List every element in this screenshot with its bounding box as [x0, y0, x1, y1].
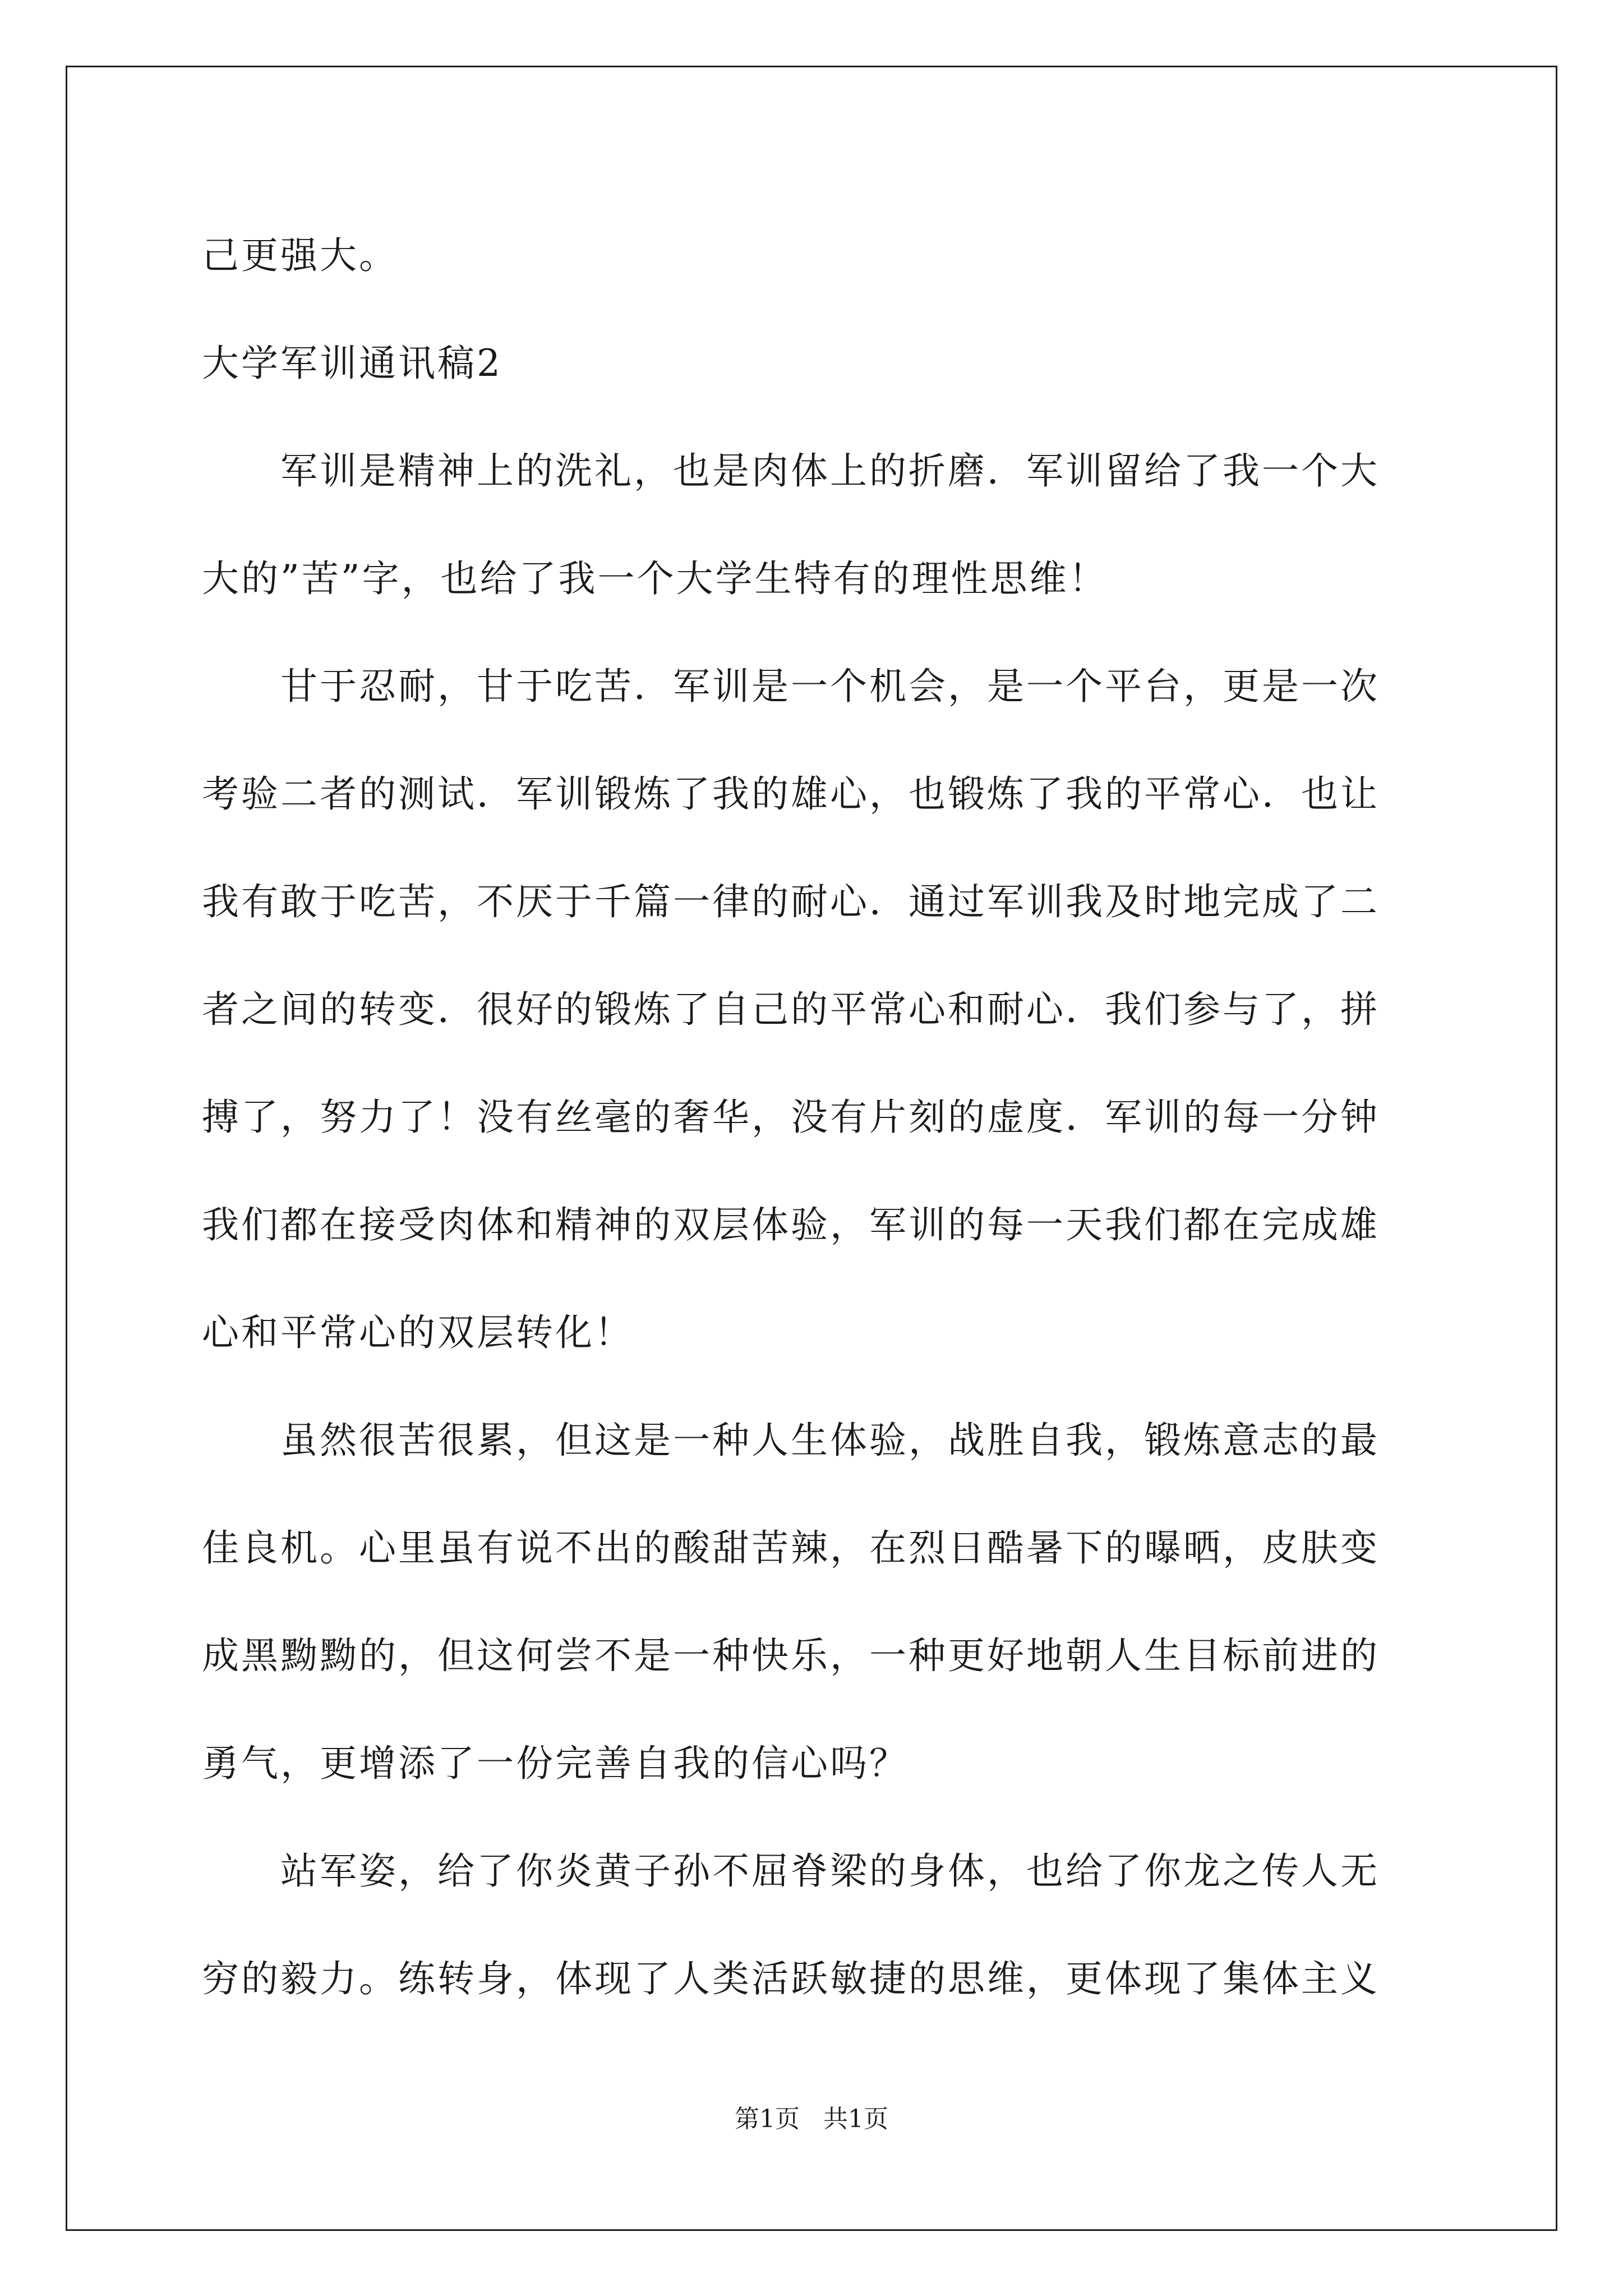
section-title: 大学军训通讯稿2: [202, 342, 502, 385]
paragraph-line: 站军姿，给了你炎黄子孙不屈脊梁的身体，也给了你龙之传人无: [280, 1849, 1380, 1893]
paragraph-line: 甘于忍耐，甘于吃苦．军训是一个机会，是一个平台，更是一次: [280, 665, 1380, 708]
page-number: 第1页: [735, 2105, 800, 2133]
paragraph-line: 佳良机。心里虽有说不出的酸甜苦辣，在烈日酷暑下的曝晒，皮肤变: [202, 1526, 1380, 1570]
page-total: 共1页: [823, 2105, 888, 2133]
paragraph-line: 成黑黝黝的，但这何尝不是一种快乐，一种更好地朝人生目标前进的: [202, 1634, 1380, 1677]
paragraph-line: 搏了，努力了！没有丝毫的奢华，没有片刻的虚度．军训的每一分钟: [202, 1096, 1380, 1139]
paragraph-line: 考验二者的测试．军训锻炼了我的雄心，也锻炼了我的平常心．也让: [202, 772, 1380, 816]
paragraph-line: 勇气，更增添了一份完善自我的信心吗？: [202, 1742, 909, 1785]
paragraph-line: 我有敢于吃苦，不厌于千篇一律的耐心．通过军训我及时地完成了二: [202, 880, 1380, 923]
page-footer: [0, 2102, 1623, 2136]
paragraph-line: 虽然很苦很累，但这是一种人生体验，战胜自我，锻炼意志的最: [280, 1419, 1380, 1462]
paragraph-line: 心和平常心的双层转化！: [202, 1311, 634, 1354]
paragraph-line: 我们都在接受肉体和精神的双层体验，军训的每一天我们都在完成雄: [202, 1203, 1380, 1246]
document-body: [202, 202, 1431, 2033]
paragraph-line: 者之间的转变．很好的锻炼了自己的平常心和耐心．我们参与了，拼: [202, 988, 1380, 1031]
paragraph-line: 军训是精神上的洗礼，也是肉体上的折磨．军训留给了我一个大: [280, 449, 1380, 493]
paragraph-line: 穷的毅力。练转身，体现了人类活跃敏捷的思维，更体现了集体主义: [202, 1957, 1380, 2000]
paragraph-line: 大的”苦”字，也给了我一个大学生特有的理性思维！: [202, 557, 1108, 600]
text-line: 己更强大。: [202, 234, 398, 277]
